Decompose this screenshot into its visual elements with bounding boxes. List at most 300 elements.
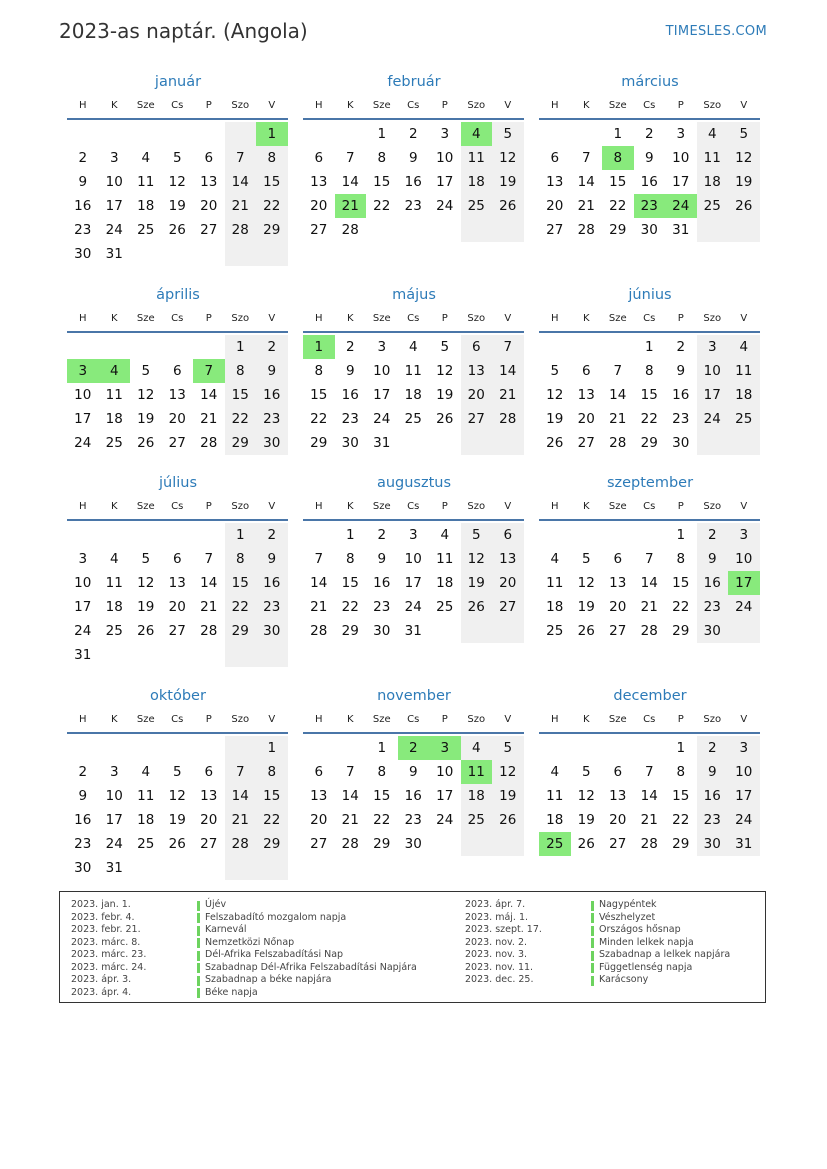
day-cell: 6 xyxy=(204,150,214,166)
week-row xyxy=(67,760,289,784)
day-cell: 22 xyxy=(640,411,658,427)
empty-cell xyxy=(398,431,430,455)
day-cell: 31 xyxy=(74,647,92,663)
week-row xyxy=(67,856,289,880)
legend-date: 2023. máj. 1. xyxy=(465,911,529,923)
week-row xyxy=(539,218,761,242)
day-cell: 26 xyxy=(728,194,760,218)
day-cell: 24 xyxy=(436,812,454,828)
day-cell: 11 xyxy=(137,788,155,804)
holiday-marker xyxy=(197,913,200,923)
day-cell: 11 xyxy=(105,575,123,591)
week-row xyxy=(539,431,761,455)
weekday-label: K xyxy=(346,501,354,512)
empty-cell xyxy=(162,242,194,266)
month-divider xyxy=(67,732,288,734)
week-row xyxy=(303,407,525,431)
day-cell: 19 xyxy=(577,812,595,828)
month-10 xyxy=(67,686,289,880)
weekday-label: Sze xyxy=(372,501,391,512)
empty-cell xyxy=(634,523,666,547)
weeks xyxy=(67,335,289,455)
weekday-label: Sze xyxy=(372,714,391,725)
day-cell: 21 xyxy=(200,411,218,427)
month-divider xyxy=(303,118,524,120)
empty-cell xyxy=(539,736,571,760)
day-cell: 19 xyxy=(168,812,186,828)
day-cell: 3 xyxy=(408,527,418,543)
week-row xyxy=(67,218,289,242)
holiday-marker xyxy=(197,926,200,936)
holiday-day-cell: 23 xyxy=(634,194,666,218)
weekday-label: Sze xyxy=(136,501,155,512)
legend-entry xyxy=(60,962,417,975)
day-cell: 9 xyxy=(644,150,654,166)
day-cell: 6 xyxy=(550,150,560,166)
legend-holiday-name: Függetlenség napja xyxy=(599,961,693,973)
weekday-label: K xyxy=(582,313,590,324)
empty-cell xyxy=(492,431,524,455)
day-cell: 26 xyxy=(137,435,155,451)
day-cell: 9 xyxy=(408,150,418,166)
day-cell: 2 xyxy=(256,335,288,359)
week-row xyxy=(539,832,761,856)
day-cell: 18 xyxy=(404,387,422,403)
weekday-label: K xyxy=(110,313,118,324)
month-name: december xyxy=(613,688,687,704)
empty-cell xyxy=(728,619,760,643)
empty-cell xyxy=(634,736,666,760)
day-cell: 1 xyxy=(377,126,387,142)
weekday-label: Cs xyxy=(407,313,420,324)
weekday-label: K xyxy=(110,501,118,512)
day-cell: 10 xyxy=(404,551,422,567)
day-cell: 29 xyxy=(373,836,391,852)
day-cell: 9 xyxy=(377,551,387,567)
day-cell: 19 xyxy=(577,599,595,615)
day-cell: 3 xyxy=(377,339,387,355)
day-cell: 8 xyxy=(676,764,686,780)
legend-date: 2023. febr. 21. xyxy=(71,924,141,935)
empty-cell xyxy=(162,736,194,760)
empty-cell xyxy=(193,856,225,880)
holiday-day-cell: 17 xyxy=(728,571,760,595)
weekday-label: P xyxy=(205,714,212,725)
empty-cell xyxy=(429,218,461,242)
empty-cell xyxy=(130,736,162,760)
day-cell: 8 xyxy=(225,359,257,383)
day-cell: 16 xyxy=(672,387,690,403)
week-row xyxy=(303,760,525,784)
day-cell: 4 xyxy=(550,551,560,567)
month-divider xyxy=(67,331,288,333)
day-cell: 18 xyxy=(105,599,123,615)
week-row xyxy=(539,595,761,619)
day-cell: 20 xyxy=(200,198,218,214)
day-cell: 2 xyxy=(697,736,729,760)
month-11 xyxy=(303,686,525,856)
day-cell: 28 xyxy=(577,222,595,238)
day-cell: 30 xyxy=(373,623,391,639)
day-cell: 11 xyxy=(137,174,155,190)
day-cell: 15 xyxy=(672,575,690,591)
day-cell: 25 xyxy=(137,836,155,852)
day-cell: 9 xyxy=(256,547,288,571)
holiday-day-cell: 24 xyxy=(665,194,697,218)
empty-cell xyxy=(67,335,99,359)
weekday-header xyxy=(539,309,761,328)
day-cell: 13 xyxy=(609,788,627,804)
month-divider xyxy=(303,732,524,734)
day-cell: 17 xyxy=(672,174,690,190)
day-cell: 14 xyxy=(310,575,328,591)
day-cell: 19 xyxy=(137,411,155,427)
day-cell: 18 xyxy=(105,411,123,427)
empty-cell xyxy=(335,736,367,760)
empty-cell xyxy=(492,218,524,242)
empty-cell xyxy=(429,431,461,455)
day-cell: 17 xyxy=(74,411,92,427)
day-cell: 8 xyxy=(644,363,654,379)
day-cell: 10 xyxy=(672,150,690,166)
day-cell: 9 xyxy=(78,174,88,190)
day-cell: 10 xyxy=(436,150,454,166)
day-cell: 13 xyxy=(546,174,564,190)
week-row xyxy=(67,335,289,359)
weekday-label: H xyxy=(550,714,559,725)
holiday-marker xyxy=(197,901,200,911)
legend-holiday-name: Nagypéntek xyxy=(599,899,657,910)
weekday-label: Szo xyxy=(231,714,250,725)
day-cell: 10 xyxy=(74,387,92,403)
empty-cell xyxy=(697,431,729,455)
day-cell: 6 xyxy=(461,335,493,359)
day-cell: 6 xyxy=(314,764,324,780)
holiday-marker xyxy=(591,938,594,948)
weekday-label: H xyxy=(314,100,323,111)
day-cell: 11 xyxy=(546,788,564,804)
day-cell: 20 xyxy=(577,411,595,427)
day-cell: 4 xyxy=(461,736,493,760)
day-cell: 23 xyxy=(74,836,92,852)
week-row xyxy=(539,122,761,146)
week-row xyxy=(67,170,289,194)
empty-cell xyxy=(335,122,367,146)
day-cell: 12 xyxy=(137,387,155,403)
holiday-marker xyxy=(591,901,594,911)
day-cell: 7 xyxy=(314,551,324,567)
weekday-label: K xyxy=(346,100,354,111)
empty-cell xyxy=(461,832,493,856)
day-cell: 6 xyxy=(172,363,182,379)
day-cell: 27 xyxy=(609,836,627,852)
weekday-label: Cs xyxy=(407,714,420,725)
weekday-label: P xyxy=(677,714,684,725)
brand-link[interactable]: TIMESLES.COM xyxy=(665,24,767,39)
weekday-label: Szo xyxy=(231,501,250,512)
weekday-header xyxy=(67,96,289,115)
day-cell: 16 xyxy=(256,571,288,595)
day-cell: 27 xyxy=(492,595,524,619)
legend-date: 2023. nov. 2. xyxy=(465,936,528,948)
day-cell: 5 xyxy=(172,764,182,780)
day-cell: 7 xyxy=(345,150,355,166)
day-cell: 4 xyxy=(550,764,560,780)
day-cell: 21 xyxy=(640,599,658,615)
day-cell: 22 xyxy=(225,407,257,431)
day-cell: 27 xyxy=(546,222,564,238)
day-cell: 16 xyxy=(697,571,729,595)
legend-date: 2023. febr. 4. xyxy=(71,911,135,923)
week-row xyxy=(539,146,761,170)
week-row xyxy=(539,383,761,407)
weekday-label: Szo xyxy=(703,100,722,111)
day-cell: 24 xyxy=(105,836,123,852)
day-cell: 17 xyxy=(74,599,92,615)
day-cell: 20 xyxy=(546,198,564,214)
week-row xyxy=(539,784,761,808)
month-divider xyxy=(303,331,524,333)
day-cell: 27 xyxy=(461,407,493,431)
day-cell: 12 xyxy=(492,146,524,170)
empty-cell xyxy=(461,218,493,242)
day-cell: 29 xyxy=(225,619,257,643)
week-row xyxy=(303,571,525,595)
weekday-label: H xyxy=(314,501,323,512)
legend-entry xyxy=(454,899,730,912)
weekday-label: H xyxy=(550,100,559,111)
day-cell: 23 xyxy=(341,411,359,427)
day-cell: 14 xyxy=(225,170,257,194)
legend-holiday-name: Felszabadító mozgalom napja xyxy=(205,911,347,923)
legend-entry xyxy=(454,949,730,962)
day-cell: 27 xyxy=(310,836,328,852)
day-cell: 17 xyxy=(697,383,729,407)
day-cell: 6 xyxy=(172,551,182,567)
week-row xyxy=(67,122,289,146)
weekday-label: Cs xyxy=(407,100,420,111)
day-cell: 24 xyxy=(436,198,454,214)
empty-cell xyxy=(99,643,131,667)
day-cell: 4 xyxy=(408,339,418,355)
legend-date: 2023. nov. 11. xyxy=(465,961,534,973)
day-cell: 5 xyxy=(581,764,591,780)
legend-holiday-name: Karnevál xyxy=(205,924,247,935)
legend-holiday-name: Vészhelyzet xyxy=(599,911,656,923)
empty-cell xyxy=(193,643,225,667)
day-cell: 28 xyxy=(225,832,257,856)
weekday-header xyxy=(539,497,761,516)
day-cell: 19 xyxy=(492,784,524,808)
weekday-header xyxy=(303,710,525,729)
day-cell: 23 xyxy=(697,808,729,832)
day-cell: 29 xyxy=(225,431,257,455)
day-cell: 17 xyxy=(373,387,391,403)
day-cell: 15 xyxy=(225,383,257,407)
empty-cell xyxy=(99,335,131,359)
weekday-label: P xyxy=(677,313,684,324)
holiday-day-cell: 7 xyxy=(193,359,225,383)
weekday-label: H xyxy=(314,714,323,725)
weekday-label: Sze xyxy=(372,313,391,324)
day-cell: 11 xyxy=(436,551,454,567)
day-cell: 10 xyxy=(697,359,729,383)
day-cell: 8 xyxy=(225,547,257,571)
holiday-marker xyxy=(591,926,594,936)
holiday-day-cell: 4 xyxy=(461,122,493,146)
week-row xyxy=(303,335,525,359)
weeks xyxy=(539,736,761,856)
legend-entry xyxy=(454,974,730,987)
day-cell: 23 xyxy=(373,599,391,615)
weekday-label: Cs xyxy=(643,100,656,111)
empty-cell xyxy=(162,856,194,880)
empty-cell xyxy=(571,523,603,547)
weekday-label: P xyxy=(441,313,448,324)
day-cell: 11 xyxy=(404,363,422,379)
day-cell: 20 xyxy=(461,383,493,407)
day-cell: 7 xyxy=(225,760,257,784)
weekday-label: Sze xyxy=(372,100,391,111)
day-cell: 8 xyxy=(256,146,288,170)
week-row xyxy=(67,571,289,595)
day-cell: 29 xyxy=(609,222,627,238)
weekday-label: P xyxy=(441,501,448,512)
day-cell: 24 xyxy=(728,808,760,832)
day-cell: 21 xyxy=(200,599,218,615)
day-cell: 30 xyxy=(404,836,422,852)
holiday-day-cell: 25 xyxy=(539,832,571,856)
weekday-header xyxy=(539,96,761,115)
legend-entry xyxy=(60,974,417,987)
week-row xyxy=(67,383,289,407)
day-cell: 22 xyxy=(609,198,627,214)
day-cell: 20 xyxy=(200,812,218,828)
legend-column-left xyxy=(60,899,417,999)
day-cell: 24 xyxy=(74,623,92,639)
weekday-label: Sze xyxy=(608,501,627,512)
empty-cell xyxy=(256,856,288,880)
day-cell: 28 xyxy=(640,623,658,639)
legend-entry xyxy=(454,937,730,950)
day-cell: 3 xyxy=(697,335,729,359)
week-row xyxy=(67,523,289,547)
day-cell: 23 xyxy=(697,595,729,619)
day-cell: 14 xyxy=(640,575,658,591)
legend-date: 2023. ápr. 7. xyxy=(465,899,526,910)
empty-cell xyxy=(130,335,162,359)
day-cell: 5 xyxy=(492,122,524,146)
legend-date: 2023. nov. 3. xyxy=(465,949,528,960)
week-row xyxy=(67,736,289,760)
holiday-marker xyxy=(591,913,594,923)
legend-holiday-name: Országos hősnap xyxy=(599,924,681,935)
legend-entry xyxy=(60,899,417,912)
day-cell: 1 xyxy=(256,736,288,760)
week-row xyxy=(67,619,289,643)
day-cell: 22 xyxy=(225,595,257,619)
empty-cell xyxy=(225,736,257,760)
day-cell: 7 xyxy=(644,551,654,567)
day-cell: 12 xyxy=(546,387,564,403)
empty-cell xyxy=(602,335,634,359)
day-cell: 18 xyxy=(137,812,155,828)
day-cell: 11 xyxy=(728,359,760,383)
day-cell: 13 xyxy=(577,387,595,403)
day-cell: 30 xyxy=(74,246,92,262)
weeks xyxy=(303,736,525,856)
day-cell: 21 xyxy=(640,812,658,828)
day-cell: 29 xyxy=(256,218,288,242)
day-cell: 23 xyxy=(404,812,422,828)
day-cell: 9 xyxy=(697,760,729,784)
day-cell: 10 xyxy=(728,760,760,784)
day-cell: 25 xyxy=(436,599,454,615)
week-row xyxy=(303,523,525,547)
weekday-label: H xyxy=(78,501,87,512)
day-cell: 25 xyxy=(137,222,155,238)
holiday-day-cell: 3 xyxy=(429,736,461,760)
day-cell: 15 xyxy=(672,788,690,804)
legend-date: 2023. dec. 25. xyxy=(465,974,534,985)
day-cell: 13 xyxy=(461,359,493,383)
day-cell: 29 xyxy=(256,832,288,856)
week-row xyxy=(539,359,761,383)
month-name: szeptember xyxy=(606,475,694,491)
day-cell: 26 xyxy=(436,411,454,427)
day-cell: 30 xyxy=(672,435,690,451)
day-cell: 19 xyxy=(168,198,186,214)
empty-cell xyxy=(67,736,99,760)
week-row xyxy=(303,359,525,383)
day-cell: 5 xyxy=(461,523,493,547)
day-cell: 28 xyxy=(492,407,524,431)
day-cell: 6 xyxy=(492,523,524,547)
day-cell: 14 xyxy=(200,575,218,591)
day-cell: 31 xyxy=(672,222,690,238)
weekday-label: K xyxy=(582,100,590,111)
weekday-label: V xyxy=(740,501,748,512)
day-cell: 25 xyxy=(546,623,564,639)
day-cell: 3 xyxy=(109,764,119,780)
day-cell: 16 xyxy=(697,784,729,808)
weekday-label: V xyxy=(504,100,512,111)
weekday-label: P xyxy=(677,501,684,512)
month-divider xyxy=(539,519,760,521)
week-row xyxy=(303,146,525,170)
holiday-marker xyxy=(591,951,594,961)
empty-cell xyxy=(492,619,524,643)
day-cell: 26 xyxy=(577,623,595,639)
month-name: július xyxy=(158,475,198,491)
holiday-day-cell: 1 xyxy=(256,122,288,146)
day-cell: 24 xyxy=(697,407,729,431)
day-cell: 13 xyxy=(200,174,218,190)
holiday-day-cell: 4 xyxy=(99,359,131,383)
weekday-label: P xyxy=(441,100,448,111)
month-name: február xyxy=(387,74,441,90)
day-cell: 19 xyxy=(436,387,454,403)
day-cell: 3 xyxy=(676,126,686,142)
legend-entry xyxy=(60,949,417,962)
day-cell: 7 xyxy=(225,146,257,170)
weekday-label: Cs xyxy=(171,313,184,324)
weekday-header xyxy=(303,309,525,328)
empty-cell xyxy=(303,736,335,760)
weekday-label: K xyxy=(110,100,118,111)
day-cell: 31 xyxy=(373,435,391,451)
week-row xyxy=(539,170,761,194)
